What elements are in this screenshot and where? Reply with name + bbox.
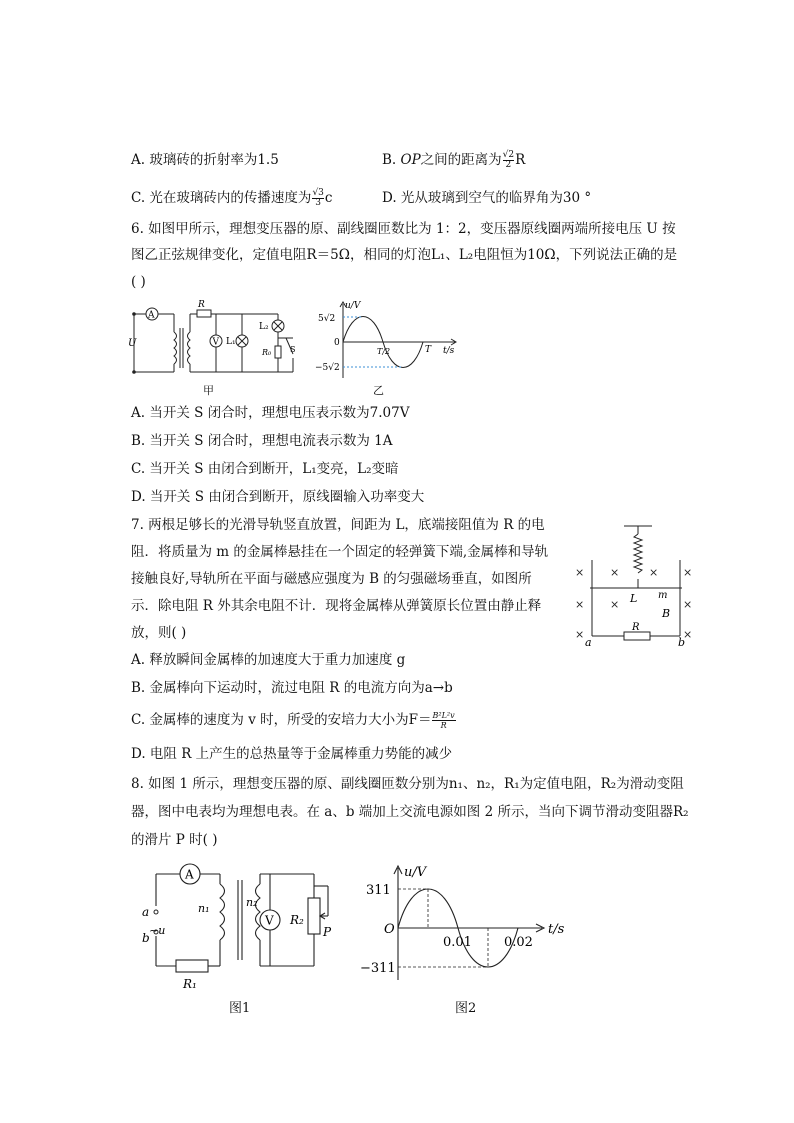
- q8-terminal-a-label: a: [142, 905, 150, 919]
- q8-graph-tick-001: 0.01: [443, 935, 472, 950]
- q6-voltmeter-label: V: [212, 337, 219, 348]
- q5-option-d: D. 光从玻璃到空气的临界角为30 °: [382, 190, 592, 206]
- q6-circuit-diagram: [128, 298, 303, 380]
- q5-option-a: A. 玻璃砖的折射率为1.5: [131, 152, 279, 168]
- q6-fig-left-caption: 甲: [203, 384, 214, 397]
- q6-graph-ymax: 5√2: [318, 314, 336, 324]
- q6-resistor-label: R: [198, 300, 205, 310]
- q7-option-d: D. 电阻 R 上产生的总热量等于金属棒重力势能的减少: [131, 746, 453, 762]
- q5-option-b-fraction: $\frac{√2}{2}$: [502, 150, 515, 170]
- svg-text:×: ×: [575, 628, 585, 641]
- q8-stem-line2: 器，图中电表均为理想电表。在 a、b 端加上交流电源如图 2 所示，当向下调节滑动变阻器R₂: [131, 804, 689, 820]
- q8-terminal-b-label: b: [142, 931, 150, 945]
- q6-graph-half-period: T/2: [377, 347, 391, 356]
- q6-graph-ymin: −5√2: [315, 363, 340, 373]
- q6-lamp1-label: L₁: [226, 337, 236, 347]
- q6-fig-right-caption: 乙: [373, 384, 384, 397]
- q7-stem-line5: 放，则( ): [131, 625, 187, 641]
- q8-circuit-diagram: [138, 862, 338, 997]
- q8-r2-label: R₂: [290, 913, 304, 927]
- q6-stem-line1: 6. 如图甲所示，理想变压器的原、副线圈匝数比为 1：2，变压器原线圈两端所接电压 U 按: [131, 221, 676, 237]
- q8-ammeter-label: A: [185, 867, 194, 882]
- q6-voltage-graph: [315, 298, 465, 380]
- svg-text:×: ×: [683, 628, 693, 641]
- q8-r1-label: R₁: [183, 977, 197, 991]
- q8-stem-line3: 的滑片 P 时( ): [131, 832, 218, 848]
- q8-voltmeter-label: V: [265, 913, 274, 928]
- q7-rail-diagram: [572, 520, 694, 648]
- q8-graph-origin: O: [384, 922, 395, 937]
- q8-graph-ymin: −311: [360, 961, 396, 976]
- q8-slider-label: P: [323, 925, 332, 939]
- q5-option-b-op: OP: [400, 152, 421, 168]
- q6-stem-line2: 图乙正弦规律变化，定值电阻R＝5Ω，相同的灯泡L₁、L₂电阻恒为10Ω，下列说法正确的是: [131, 247, 678, 263]
- q7-option-a: A. 释放瞬间金属棒的加速度大于重力加速度 g: [131, 652, 406, 668]
- q8-voltage-graph: [354, 862, 574, 984]
- svg-text:×: ×: [610, 566, 620, 579]
- q6-lamp2-label: L₂: [259, 322, 269, 332]
- q6-stem-line3: ( ): [131, 274, 146, 290]
- q8-n1-label: n₁: [198, 902, 210, 915]
- q7-stem-line4: 示．除电阻 R 外其余电阻不计．现将金属棒从弹簧原长位置由静止释: [131, 598, 542, 614]
- svg-text:×: ×: [683, 598, 693, 611]
- q8-graph-yaxis-label: u/V: [404, 865, 427, 880]
- svg-text:×: ×: [649, 566, 659, 579]
- q6-graph-period: T: [425, 345, 432, 355]
- q7-mass-label: m: [658, 590, 668, 601]
- q5-option-c-fraction: $\frac{√3}{3}$: [312, 188, 324, 208]
- q7-stem-line2: 阻．将质量为 m 的金属棒悬挂在一个固定的轻弹簧下端,金属棒和导轨: [131, 544, 549, 560]
- q6-switch-label: S: [290, 345, 296, 354]
- q8-fig2-caption: 图2: [455, 1001, 477, 1016]
- q8-source-label: ~u: [149, 924, 166, 937]
- q7-length-label: L: [630, 592, 638, 605]
- q6-option-c: C. 当开关 S 由闭合到断开，L₁变亮，L₂变暗: [131, 461, 399, 477]
- q7-stem-line1: 7. 两根足够长的光滑导轨竖直放置，间距为 L，底端接阻值为 R 的电: [131, 517, 545, 533]
- q6-r0-label: R₀: [262, 348, 272, 357]
- q7-resistor-label: R: [632, 622, 640, 633]
- q5-option-b: [382, 150, 525, 170]
- svg-text:×: ×: [575, 598, 585, 611]
- q6-graph-xaxis-label: t/s: [443, 346, 455, 356]
- q6-option-d: D. 当开关 S 由闭合到断开，原线圈输入功率变大: [131, 489, 425, 505]
- q6-graph-yaxis-label: u/V: [345, 301, 361, 311]
- q8-fig1-caption: 图1: [229, 1001, 251, 1016]
- q6-graph-zero: 0: [334, 338, 340, 348]
- q7-end-b-label: b: [678, 636, 686, 648]
- q6-ammeter-label: A: [148, 310, 155, 321]
- svg-text:×: ×: [610, 598, 620, 611]
- q8-graph-xaxis-label: t/s: [548, 922, 565, 937]
- q7-field-label: B: [662, 607, 671, 620]
- q8-stem-line1: 8. 如图 1 所示，理想变压器的原、副线圈匝数分别为n₁、n₂，R₁为定值电阻，R₂为滑动变阻: [131, 776, 684, 792]
- q7-stem-line3: 接触良好,导轨所在平面与磁感应强度为 B 的匀强磁场垂直，如图所: [131, 571, 532, 587]
- q6-source-label: U: [128, 338, 137, 349]
- q5-option-b-mid: 之间的距离为: [420, 152, 502, 168]
- q6-option-b: B. 当开关 S 闭合时，理想电流表示数为 1A: [131, 433, 393, 449]
- q7-option-b: B. 金属棒向下运动时，流过电阻 R 的电流方向为a→b: [131, 680, 453, 696]
- svg-text:×: ×: [683, 566, 693, 579]
- q7-option-c: C. 金属棒的速度为 v 时，所受的安培力大小为F＝ $\frac{\text{B²L²v}}{R}$: [131, 711, 455, 730]
- q8-n2-label: n₂: [246, 896, 258, 909]
- q7-option-c-fraction: $\frac{\text{B²L²v}}{R}$: [432, 711, 455, 730]
- q8-graph-ymax: 311: [366, 883, 391, 898]
- q8-graph-tick-002: 0.02: [504, 935, 533, 950]
- svg-text:×: ×: [575, 566, 585, 579]
- q5-option-b-prefix: B.: [382, 152, 401, 168]
- q5-option-c: C. 光在玻璃砖内的传播速度为 $\frac{√3}{3}$ c: [131, 188, 333, 208]
- q6-option-a: A. 当开关 S 闭合时，理想电压表示数为7.07V: [131, 405, 410, 421]
- q5-option-b-suffix: R: [515, 152, 526, 168]
- q7-end-a-label: a: [585, 636, 592, 648]
